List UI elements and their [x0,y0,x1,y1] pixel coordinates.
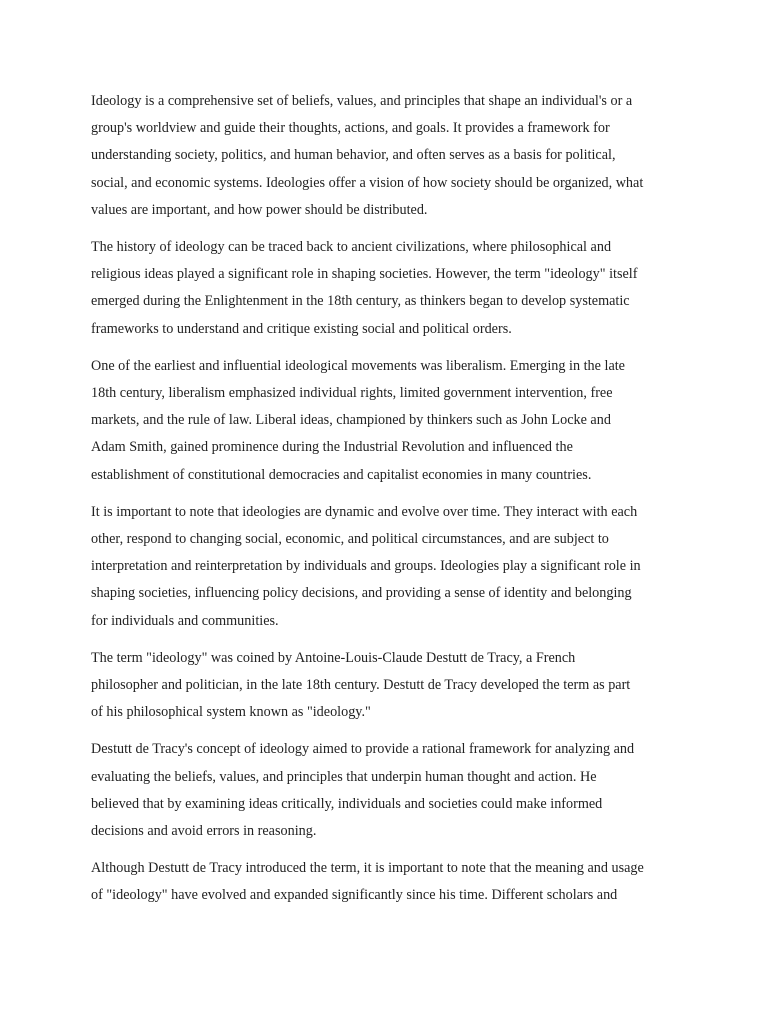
text-line: interpretation and reinterpretation by individuals and groups. Ideologies play a significant role in [91,558,641,575]
text-line: Destutt de Tracy's concept of ideology aimed to provide a rational framework for analyzing and [91,741,635,758]
text-line: The term "ideology" was coined by Antoine-Louis-Claude Destutt de Tracy, a French [91,649,576,666]
text-line: emerged during the Enlightenment in the 18th century, as thinkers began to develop systematic [91,293,630,310]
paragraph-evolution [91,855,682,909]
text-line: other, respond to changing social, economic, and political circumstances, and are subject to [91,531,609,548]
text-line: of his philosophical system known as "ideology." [91,704,371,721]
text-line: 18th century, liberalism emphasized individual rights, limited government intervention, free [91,385,613,402]
text-line: values are important, and how power should be distributed. [91,201,428,218]
paragraph-definition [91,88,682,224]
text-line: decisions and avoid errors in reasoning. [91,823,317,840]
text-line: Although Destutt de Tracy introduced the term, it is important to note that the meaning and usage [91,860,644,877]
text-line: of "ideology" have evolved and expanded significantly since his time. Different scholars and [91,887,618,904]
text-line: markets, and the rule of law. Liberal ideas, championed by thinkers such as John Locke and [91,412,611,429]
text-line: understanding society, politics, and human behavior, and often serves as a basis for political, [91,147,616,164]
text-line: believed that by examining ideas critically, individuals and societies could make informed [91,795,603,812]
paragraph-tracy-concept [91,736,682,845]
text-line: for individuals and communities. [91,612,279,629]
paragraph-liberalism [91,353,682,489]
text-line: frameworks to understand and critique existing social and political orders. [91,320,512,337]
text-line: Ideology is a comprehensive set of beliefs, values, and principles that shape an individual's or a [91,93,633,109]
text-line: social, and economic systems. Ideologies offer a vision of how society should be organized, what [91,174,644,191]
text-line: group's worldview and guide their thoughts, actions, and goals. It provides a framework for [91,120,610,137]
text-line: philosopher and politician, in the late 18th century. Destutt de Tracy developed the term as part [91,677,631,694]
paragraph-dynamics [91,499,682,635]
text-line: Adam Smith, gained prominence during the Industrial Revolution and influenced the [91,439,573,456]
paragraph-history [91,234,682,343]
text-line: It is important to note that ideologies are dynamic and evolve over time. They interact with each [91,503,638,520]
text-line: religious ideas played a significant role in shaping societies. However, the term "ideology" itself [91,266,638,283]
paragraph-term-origin [91,645,682,727]
text-line: establishment of constitutional democracies and capitalist economies in many countries. [91,466,592,483]
text-line: shaping societies, influencing policy decisions, and providing a sense of identity and belonging [91,585,632,602]
text-line: The history of ideology can be traced back to ancient civilizations, where philosophical and [91,239,612,256]
text-line: evaluating the beliefs, values, and principles that underpin human thought and action. He [91,768,597,785]
text-line: One of the earliest and influential ideological movements was liberalism. Emerging in the late [91,357,625,374]
